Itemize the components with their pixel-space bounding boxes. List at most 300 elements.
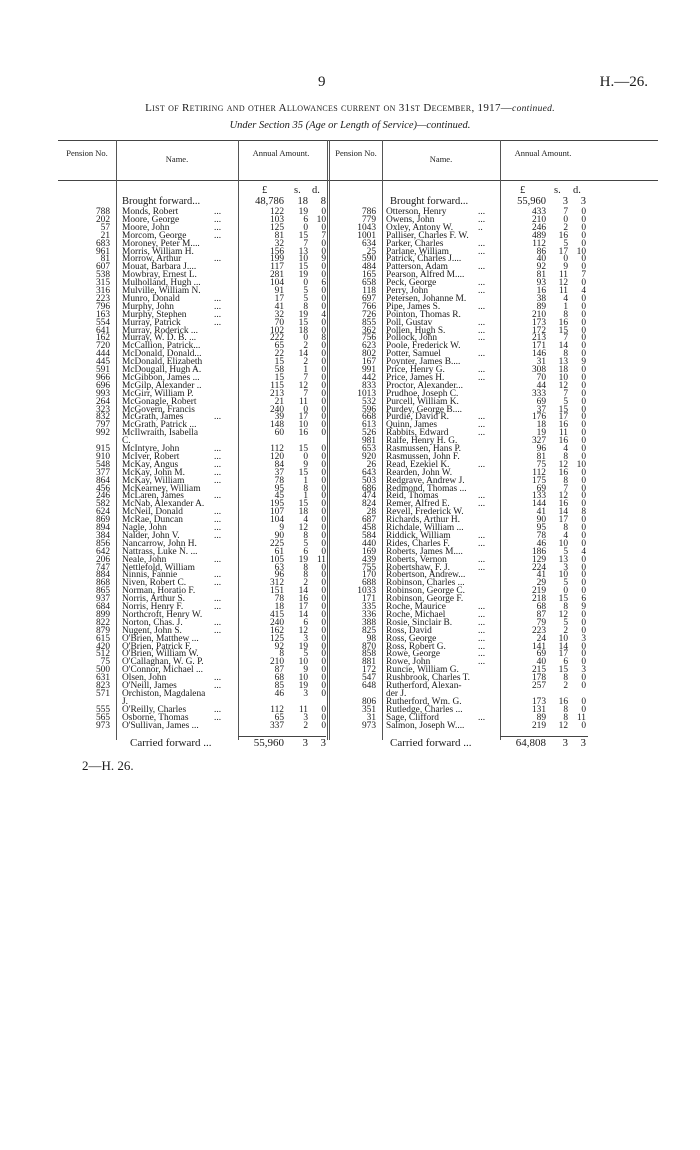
amount-pounds: 125 bbox=[269, 633, 284, 644]
leader-dots: ... bbox=[214, 230, 222, 241]
pensioner-name: Perry, John bbox=[386, 286, 429, 296]
amount-shillings: 18 bbox=[558, 365, 568, 375]
pensioner-name: Olsen, John bbox=[122, 673, 167, 684]
leader-dots: ... bbox=[214, 578, 222, 589]
amount-shillings: 5 bbox=[563, 238, 568, 249]
pensioner-name: McLaren, James bbox=[122, 491, 184, 502]
amount-shillings: 11 bbox=[298, 396, 308, 407]
pension-number: 118 bbox=[362, 286, 376, 296]
amount-pounds: 186 bbox=[531, 546, 546, 557]
pensioner-name: Rosie, Sinclair B. bbox=[386, 617, 453, 628]
amount-shillings: 7 bbox=[563, 207, 568, 217]
amount-pounds: 37 bbox=[536, 404, 546, 415]
amount-pence: 0 bbox=[581, 704, 586, 715]
leader-dots: ... bbox=[478, 712, 486, 723]
leader-dots: ... bbox=[214, 602, 222, 612]
amount-shillings: 11 bbox=[558, 428, 568, 439]
amount-shillings: 5 bbox=[563, 396, 568, 407]
pension-number: 668 bbox=[361, 412, 376, 423]
pensioner-name: McIlwraith, Isabella bbox=[122, 428, 199, 439]
pensioner-name: Petersen, Johanne M. bbox=[386, 293, 467, 304]
amount-pounds: 81 bbox=[536, 270, 546, 281]
amount-shillings: 0 bbox=[303, 404, 308, 415]
pension-number: 98 bbox=[366, 633, 376, 644]
pension-number: 688 bbox=[361, 578, 376, 589]
pensioner-name: Patterson, Adam bbox=[386, 262, 448, 273]
pension-number: 686 bbox=[361, 483, 376, 494]
amount-shillings: 5 bbox=[303, 293, 308, 304]
pensioner-name: McGilp, Alexander .. bbox=[122, 380, 202, 391]
pensioner-name: C. bbox=[122, 436, 131, 447]
amount-shillings: 8 bbox=[303, 562, 308, 573]
amount-pence: 0 bbox=[581, 238, 586, 249]
amount-shillings: 17 bbox=[298, 412, 308, 423]
pensioner-name: Otterson, Henry bbox=[386, 207, 447, 217]
amount-pounds: 312 bbox=[269, 578, 284, 589]
amount-pence: 0 bbox=[321, 609, 326, 620]
amount-pence: 0 bbox=[321, 238, 326, 249]
pensioner-name: Roche, Maurice bbox=[386, 602, 446, 612]
amount-pence: 0 bbox=[321, 412, 326, 423]
bf-label: Brought forward... bbox=[390, 196, 469, 207]
pensioner-name: Ralfe, Henry H. G. bbox=[386, 436, 458, 447]
amount-shillings: 7 bbox=[563, 483, 568, 494]
pensioner-name: Norris, Henry F. bbox=[122, 602, 184, 612]
amount-pounds: 69 bbox=[536, 483, 546, 494]
pension-number: 169 bbox=[361, 546, 376, 557]
pensioner-name: McGirr, William P. bbox=[122, 388, 194, 399]
leader-dots: ... bbox=[478, 499, 486, 510]
pension-number: 31 bbox=[366, 712, 376, 723]
amount-pounds: 337 bbox=[269, 720, 284, 731]
unit-shillings: s. bbox=[294, 185, 301, 196]
amount-pounds: 129 bbox=[531, 554, 546, 565]
pension-number: 456 bbox=[95, 483, 110, 494]
pensioner-name: Norris, Arthur S. bbox=[122, 594, 186, 605]
amount-shillings: 15 bbox=[558, 404, 568, 415]
pensioner-name: Mouat, Barbara J.... bbox=[122, 262, 197, 273]
pensioner-name: Salmon, Joseph W.... bbox=[386, 720, 465, 731]
amount-pounds: 117 bbox=[270, 262, 284, 273]
amount-pence: 0 bbox=[581, 720, 586, 731]
pensioner-name: Munro, Donald bbox=[122, 293, 180, 304]
pension-number: 1001 bbox=[357, 230, 376, 241]
amount-pence: 0 bbox=[321, 515, 326, 526]
amount-pounds: 213 bbox=[531, 333, 546, 344]
pension-number: 961 bbox=[95, 246, 110, 257]
amount-pounds: 144 bbox=[531, 499, 546, 510]
amount-pence: 9 bbox=[581, 357, 586, 368]
amount-shillings: 8 bbox=[563, 451, 568, 462]
amount-pence: 0 bbox=[321, 349, 326, 360]
leader-dots: ... bbox=[478, 372, 486, 383]
amount-shillings: 11 bbox=[298, 704, 308, 715]
amount-pounds: 19 bbox=[536, 428, 546, 439]
col-amount-right: Annual Amount. bbox=[514, 148, 572, 158]
leader-dots: ... bbox=[214, 309, 222, 320]
amount-pence: 0 bbox=[321, 262, 326, 273]
amount-shillings: 12 bbox=[558, 609, 568, 620]
amount-pence: 0 bbox=[321, 475, 326, 486]
amount-pence: 8 bbox=[321, 333, 326, 344]
pension-number: 802 bbox=[361, 349, 376, 360]
pension-number: 756 bbox=[361, 333, 376, 344]
amount-pounds: 9 bbox=[279, 523, 284, 533]
amount-shillings: 2 bbox=[563, 222, 568, 233]
leader-dots: ... bbox=[478, 562, 486, 573]
amount-pence: 0 bbox=[581, 515, 586, 526]
amount-pounds: 87 bbox=[274, 665, 284, 676]
amount-pence: 0 bbox=[321, 673, 326, 684]
leader-dots: ... bbox=[478, 428, 486, 439]
amount-shillings: 14 bbox=[558, 641, 568, 652]
pension-number: 870 bbox=[361, 641, 376, 652]
leader-dots: ... bbox=[214, 523, 222, 533]
amount-pounds: 29 bbox=[536, 578, 546, 589]
pensioner-name: Owens, John bbox=[386, 214, 435, 225]
amount-pounds: 151 bbox=[269, 586, 284, 597]
pension-number: 879 bbox=[95, 625, 110, 636]
unit-pence: d. bbox=[573, 185, 581, 196]
amount-shillings: 8 bbox=[563, 602, 568, 612]
pension-number: 868 bbox=[95, 578, 110, 589]
amount-pounds: 92 bbox=[274, 641, 284, 652]
amount-pounds: 171 bbox=[531, 341, 546, 352]
amount-pence: 0 bbox=[321, 483, 326, 494]
amount-pence: 0 bbox=[321, 649, 326, 660]
pension-number: 884 bbox=[95, 570, 110, 581]
leader-dots: ... bbox=[478, 420, 486, 431]
leader-dots: ... bbox=[214, 594, 222, 605]
table-row bbox=[330, 722, 588, 730]
leader-dots: ... bbox=[478, 238, 486, 249]
leader-dots: ... bbox=[214, 507, 222, 518]
amount-pence: 0 bbox=[581, 681, 586, 691]
amount-pence: 0 bbox=[321, 207, 326, 217]
amount-pence: 0 bbox=[581, 657, 586, 668]
pensioner-name: Northcroft, Henry W. bbox=[122, 609, 203, 620]
amount-shillings: 13 bbox=[558, 357, 568, 368]
pensioner-name: Morrow, Arthur bbox=[122, 254, 182, 265]
leader-dots: ... bbox=[214, 681, 222, 691]
amount-pounds: 156 bbox=[269, 246, 284, 257]
amount-pounds: 107 bbox=[269, 507, 284, 518]
pensioner-name: Ross, George bbox=[386, 633, 437, 644]
pensioner-name: Remer, Alfred E. bbox=[386, 499, 450, 510]
pensioner-name: Murray, W. D. B. ... bbox=[122, 333, 197, 344]
pensioner-name: Redmond, Thomas ... bbox=[386, 483, 467, 494]
table-row bbox=[58, 690, 328, 698]
amount-pounds: 86 bbox=[536, 246, 546, 257]
pensioner-name: McGrath, James bbox=[122, 412, 184, 423]
pensioner-name: Rabbits, Edward bbox=[386, 428, 449, 439]
pensioner-name: Norman, Horatio F. bbox=[122, 586, 196, 597]
amount-pounds: 223 bbox=[531, 625, 546, 636]
amount-pence: 3 bbox=[581, 665, 586, 676]
amount-shillings: 8 bbox=[563, 704, 568, 715]
amount-pence: 0 bbox=[321, 712, 326, 723]
leader-dots: ... bbox=[478, 459, 486, 470]
amount-pounds: 90 bbox=[274, 530, 284, 541]
pension-number: 547 bbox=[361, 673, 376, 684]
leader-dots: ... bbox=[214, 214, 222, 225]
amount-pence: 0 bbox=[581, 491, 586, 502]
leader-dots: ... bbox=[478, 530, 486, 541]
leader-dots: ... bbox=[478, 554, 486, 565]
amount-shillings: 2 bbox=[303, 578, 308, 589]
pensioner-name: Nettlefold, William bbox=[122, 562, 195, 573]
amount-pounds: 219 bbox=[531, 586, 546, 597]
leader-dots: ... bbox=[478, 214, 486, 225]
amount-pounds: 18 bbox=[536, 420, 546, 431]
table-row bbox=[330, 682, 588, 690]
amount-shillings: 6 bbox=[303, 546, 308, 557]
amount-shillings: 1 bbox=[303, 491, 308, 502]
amount-pence: 0 bbox=[581, 278, 586, 289]
pension-number: 571 bbox=[95, 688, 110, 699]
amount-pounds: 224 bbox=[531, 562, 546, 573]
pensioner-name: Richdale, William ... bbox=[386, 523, 464, 533]
amount-pence: 0 bbox=[581, 293, 586, 304]
amount-shillings: 4 bbox=[563, 293, 568, 304]
leader-dots: ... bbox=[214, 554, 222, 565]
pension-number: 634 bbox=[361, 238, 376, 249]
pensioner-name: McRae, Duncan bbox=[122, 515, 183, 526]
amount-pence: 0 bbox=[581, 214, 586, 225]
amount-pence: 0 bbox=[321, 444, 326, 454]
pension-number: 797 bbox=[95, 420, 110, 431]
amount-pounds: 225 bbox=[269, 538, 284, 549]
pensioner-name: Poll, Gustav bbox=[386, 317, 433, 328]
unit-pounds: £ bbox=[520, 185, 526, 196]
pension-number: 973 bbox=[95, 720, 110, 731]
amount-pence: 0 bbox=[321, 578, 326, 589]
amount-pence: 0 bbox=[321, 404, 326, 415]
pensioner-name: Purdie, David R. bbox=[386, 412, 450, 423]
amount-pounds: 122 bbox=[269, 207, 284, 217]
title-main: List of Retiring and other Allowances current on 31st December, 1917— bbox=[145, 102, 513, 114]
amount-shillings: 8 bbox=[303, 530, 308, 541]
amount-pence: 0 bbox=[581, 380, 586, 391]
pension-number: 21 bbox=[100, 230, 110, 241]
amount-shillings: 10 bbox=[298, 254, 308, 265]
pension-number: 615 bbox=[95, 633, 110, 644]
amount-pounds: 105 bbox=[269, 554, 284, 565]
amount-pence: 0 bbox=[581, 523, 586, 533]
amount-pounds: 84 bbox=[274, 459, 284, 470]
amount-pence: 0 bbox=[321, 570, 326, 581]
pension-number: 993 bbox=[95, 388, 110, 399]
amount-shillings: 10 bbox=[298, 657, 308, 668]
amount-pounds: 281 bbox=[269, 270, 284, 281]
pensioner-name: Roche, Michael bbox=[386, 609, 446, 620]
pension-number: 687 bbox=[361, 515, 376, 526]
amount-pounds: 45 bbox=[274, 491, 284, 502]
amount-pence: 0 bbox=[321, 523, 326, 533]
amount-pounds: 175 bbox=[531, 475, 546, 486]
amount-shillings: 12 bbox=[298, 625, 308, 636]
amount-shillings: 17 bbox=[298, 602, 308, 612]
pension-number: 899 bbox=[95, 609, 110, 620]
amount-pence: 0 bbox=[581, 230, 586, 241]
document-reference: H.—26. bbox=[599, 74, 648, 90]
pension-number: 624 bbox=[95, 507, 110, 518]
amount-pounds: 78 bbox=[536, 530, 546, 541]
amount-pence: 0 bbox=[321, 325, 326, 336]
amount-shillings: 1 bbox=[303, 475, 308, 486]
amount-pounds: 40 bbox=[536, 657, 546, 668]
pensioner-name: McIntyre, John bbox=[122, 444, 180, 454]
amount-pounds: 41 bbox=[274, 301, 284, 312]
pension-number: 855 bbox=[361, 317, 376, 328]
pensioner-name: McDonald, Donald... bbox=[122, 349, 202, 360]
amount-pounds: 31 bbox=[536, 357, 546, 368]
amount-pence: 0 bbox=[321, 270, 326, 281]
pension-number: 894 bbox=[95, 523, 110, 533]
amount-pounds: 18 bbox=[274, 602, 284, 612]
bf-pounds: 48,786 bbox=[255, 196, 284, 207]
amount-pence: 10 bbox=[316, 214, 326, 225]
amount-pounds: 115 bbox=[270, 380, 284, 391]
amount-pence: 8 bbox=[581, 507, 586, 518]
amount-shillings: 4 bbox=[563, 444, 568, 454]
pension-number: 351 bbox=[361, 704, 376, 715]
col-name-left: Name. bbox=[165, 154, 189, 164]
pensioner-name: Moroney, Peter M.... bbox=[122, 238, 200, 249]
pensioner-name: Rutherford, Alexan- bbox=[386, 681, 462, 691]
amount-pence: 0 bbox=[321, 372, 326, 383]
pensioner-name: Rides, Charles F. bbox=[386, 538, 450, 549]
amount-pence: 0 bbox=[321, 286, 326, 296]
pension-number: 992 bbox=[95, 428, 110, 439]
amount-shillings: 4 bbox=[303, 515, 308, 526]
amount-pence: 0 bbox=[581, 436, 586, 447]
amount-pounds: 91 bbox=[274, 286, 284, 296]
amount-pounds: 69 bbox=[536, 396, 546, 407]
amount-shillings: 13 bbox=[558, 554, 568, 565]
amount-pounds: 89 bbox=[536, 301, 546, 312]
pension-number: 653 bbox=[361, 444, 376, 454]
amount-pence: 0 bbox=[581, 475, 586, 486]
amount-pence: 0 bbox=[321, 594, 326, 605]
col-name-right: Name. bbox=[429, 154, 453, 164]
pension-number: 538 bbox=[95, 270, 110, 281]
leader-dots: ... bbox=[214, 475, 222, 486]
pensioner-name: Rushbrook, Charles T. bbox=[386, 673, 471, 684]
amount-shillings: 8 bbox=[563, 673, 568, 684]
amount-shillings: 10 bbox=[558, 538, 568, 549]
leader-dots: ... bbox=[214, 530, 222, 541]
leader-dots: ... bbox=[478, 207, 486, 217]
pensioner-name: McGovern, Francis bbox=[122, 404, 195, 415]
amount-shillings: 9 bbox=[563, 262, 568, 273]
pensioner-name: Nancarrow, John H. bbox=[122, 538, 197, 549]
pension-number: 915 bbox=[95, 444, 110, 454]
pensioner-name: Parker, Charles bbox=[386, 238, 444, 249]
table-row bbox=[58, 722, 328, 730]
pension-number: 881 bbox=[361, 657, 376, 668]
pensioner-name: Ross, Robert G. bbox=[386, 641, 446, 652]
amount-pence: 6 bbox=[581, 594, 586, 605]
pension-number: 565 bbox=[95, 712, 110, 723]
pension-number: 323 bbox=[95, 404, 110, 415]
amount-shillings: 14 bbox=[558, 507, 568, 518]
pensioner-name: Murphy, Stephen bbox=[122, 309, 187, 320]
amount-pence: 0 bbox=[581, 420, 586, 431]
amount-pence: 0 bbox=[321, 491, 326, 502]
amount-shillings: 17 bbox=[558, 649, 568, 660]
pension-number: 554 bbox=[95, 317, 110, 328]
leader-dots: ... bbox=[478, 365, 486, 375]
pensioner-name: McNab, Alexander A. bbox=[122, 499, 205, 510]
pensioner-name: Parlane, William bbox=[386, 246, 449, 257]
pension-number: 865 bbox=[95, 586, 110, 597]
leader-dots: ... bbox=[478, 301, 486, 312]
pensioner-name: Rutherford, Wm. G. bbox=[386, 696, 462, 707]
pension-number: 246 bbox=[95, 491, 110, 502]
cf-pence: 3 bbox=[320, 737, 326, 749]
pensioner-name: Riddick, William bbox=[386, 530, 451, 541]
pension-number: 202 bbox=[95, 214, 110, 225]
amount-shillings: 12 bbox=[558, 491, 568, 502]
amount-pounds: 141 bbox=[531, 641, 546, 652]
leader-dots: ... bbox=[214, 704, 222, 715]
pension-number: 786 bbox=[361, 207, 376, 217]
pensioner-name: McKay, William bbox=[122, 475, 185, 486]
amount-pence: 0 bbox=[321, 222, 326, 233]
amount-shillings: 5 bbox=[303, 649, 308, 660]
pensioner-name: McGonagle, Robert bbox=[122, 396, 197, 407]
amount-shillings: 1 bbox=[303, 365, 308, 375]
amount-pounds: 172 bbox=[531, 325, 546, 336]
pension-number: 641 bbox=[95, 325, 110, 336]
pensioner-name: Mowbray, Ernest L. bbox=[122, 270, 197, 281]
pension-number: 336 bbox=[361, 609, 376, 620]
amount-shillings: 14 bbox=[298, 349, 308, 360]
amount-shillings: 19 bbox=[298, 554, 308, 565]
pensioner-name: Read, Ezekiel K. bbox=[386, 459, 450, 470]
amount-shillings: 6 bbox=[563, 657, 568, 668]
leader-dots: ... bbox=[478, 633, 486, 644]
leader-dots: ... bbox=[478, 641, 486, 652]
amount-shillings: 17 bbox=[558, 412, 568, 423]
pension-number: 442 bbox=[361, 372, 376, 383]
amount-pounds: 41 bbox=[536, 507, 546, 518]
amount-pence: 0 bbox=[581, 207, 586, 217]
pension-number: 388 bbox=[361, 617, 376, 628]
amount-shillings: 10 bbox=[558, 633, 568, 644]
amount-pence: 4 bbox=[581, 286, 586, 296]
pension-number: 584 bbox=[361, 530, 376, 541]
amount-pounds: 24 bbox=[536, 633, 546, 644]
amount-shillings: 6 bbox=[303, 617, 308, 628]
amount-shillings: 15 bbox=[558, 325, 568, 336]
pension-number: 162 bbox=[95, 333, 110, 344]
pensioner-name: Pearson, Alfred M.... bbox=[386, 270, 465, 281]
amount-pounds: 68 bbox=[536, 602, 546, 612]
leader-dots: ... bbox=[478, 538, 486, 549]
cf-shillings: 3 bbox=[302, 737, 308, 749]
pension-number: 590 bbox=[361, 254, 376, 265]
amount-shillings: 11 bbox=[558, 286, 568, 296]
leader-dots: ... bbox=[214, 293, 222, 304]
amount-pounds: 104 bbox=[269, 515, 284, 526]
amount-pence: 0 bbox=[581, 483, 586, 494]
pensioner-name: Proctor, Alexander... bbox=[386, 380, 463, 391]
pensioner-name: McKay, John M. bbox=[122, 467, 185, 478]
amount-pounds: 60 bbox=[274, 428, 284, 439]
allowances-table bbox=[58, 140, 658, 740]
